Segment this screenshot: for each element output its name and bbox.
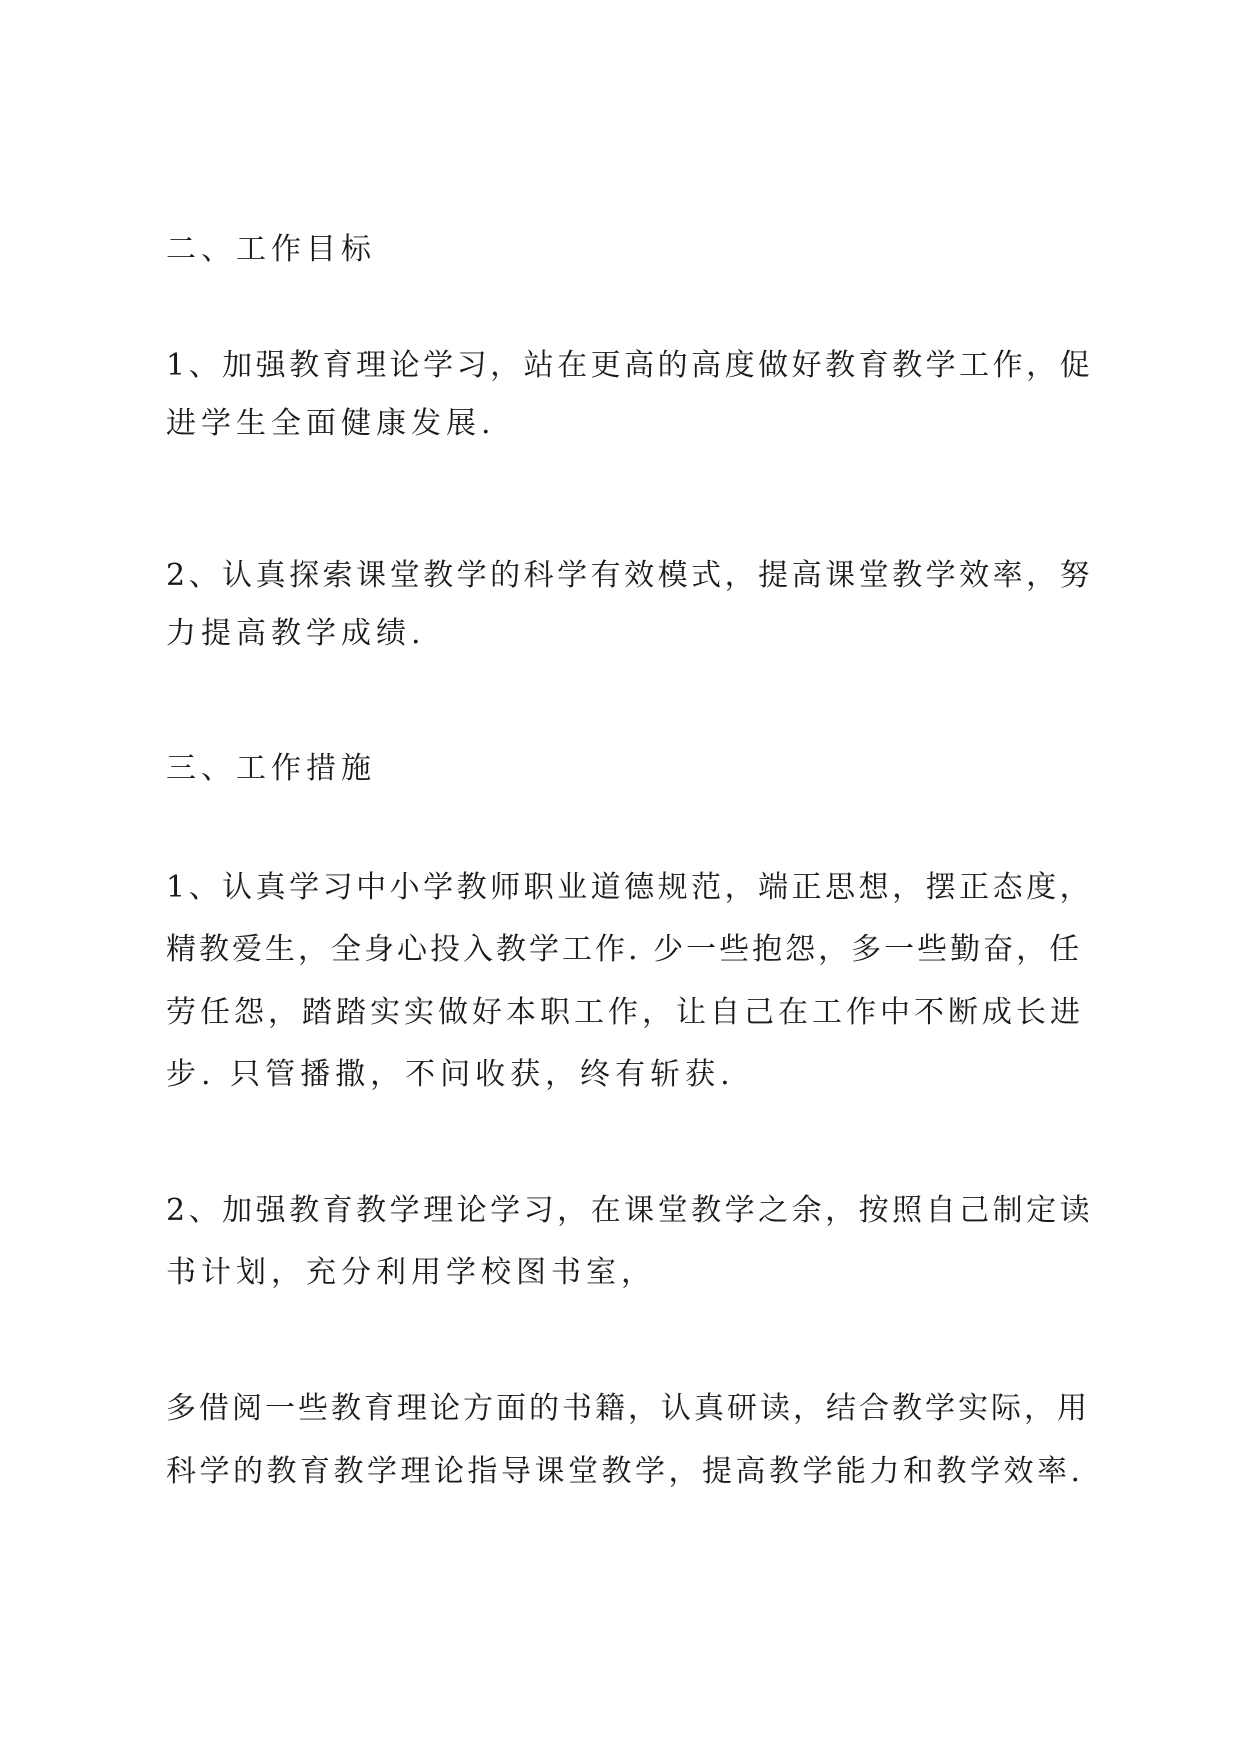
paragraph-line: 科学的教育教学理论指导课堂教学，提高教学能力和教学效率. xyxy=(166,1454,1084,1489)
paragraph-line: 精教爱生，全身心投入教学工作. 少一些抱怨，多一些勤奋，任 xyxy=(166,932,1083,967)
paragraph-line: 书计划，充分利用学校图书室， xyxy=(166,1255,656,1290)
paragraph-line: 力提高教学成绩. xyxy=(166,616,426,651)
paragraph-line: 2、加强教育教学理论学习，在课堂教学之余，按照自己制定读 xyxy=(166,1193,1094,1228)
paragraph-line: 进学生全面健康发展. xyxy=(166,406,496,441)
section-heading-measures: 三、工作措施 xyxy=(166,751,376,786)
paragraph-line: 步. 只管播撒，不问收获，终有斩获. xyxy=(166,1057,735,1092)
section-heading-goals: 二、工作目标 xyxy=(166,232,376,267)
paragraph-line: 1、认真学习中小学教师职业道德规范，端正思想，摆正态度， xyxy=(166,870,1094,905)
paragraph-line: 1、加强教育理论学习，站在更高的高度做好教育教学工作，促 xyxy=(166,348,1094,383)
paragraph-line: 多借阅一些教育理论方面的书籍，认真研读，结合教学实际，用 xyxy=(166,1391,1090,1426)
paragraph-line: 2、认真探索课堂教学的科学有效模式，提高课堂教学效率，努 xyxy=(166,558,1094,593)
paragraph-line: 劳任怨，踏踏实实做好本职工作，让自己在工作中不断成长进 xyxy=(166,995,1084,1030)
